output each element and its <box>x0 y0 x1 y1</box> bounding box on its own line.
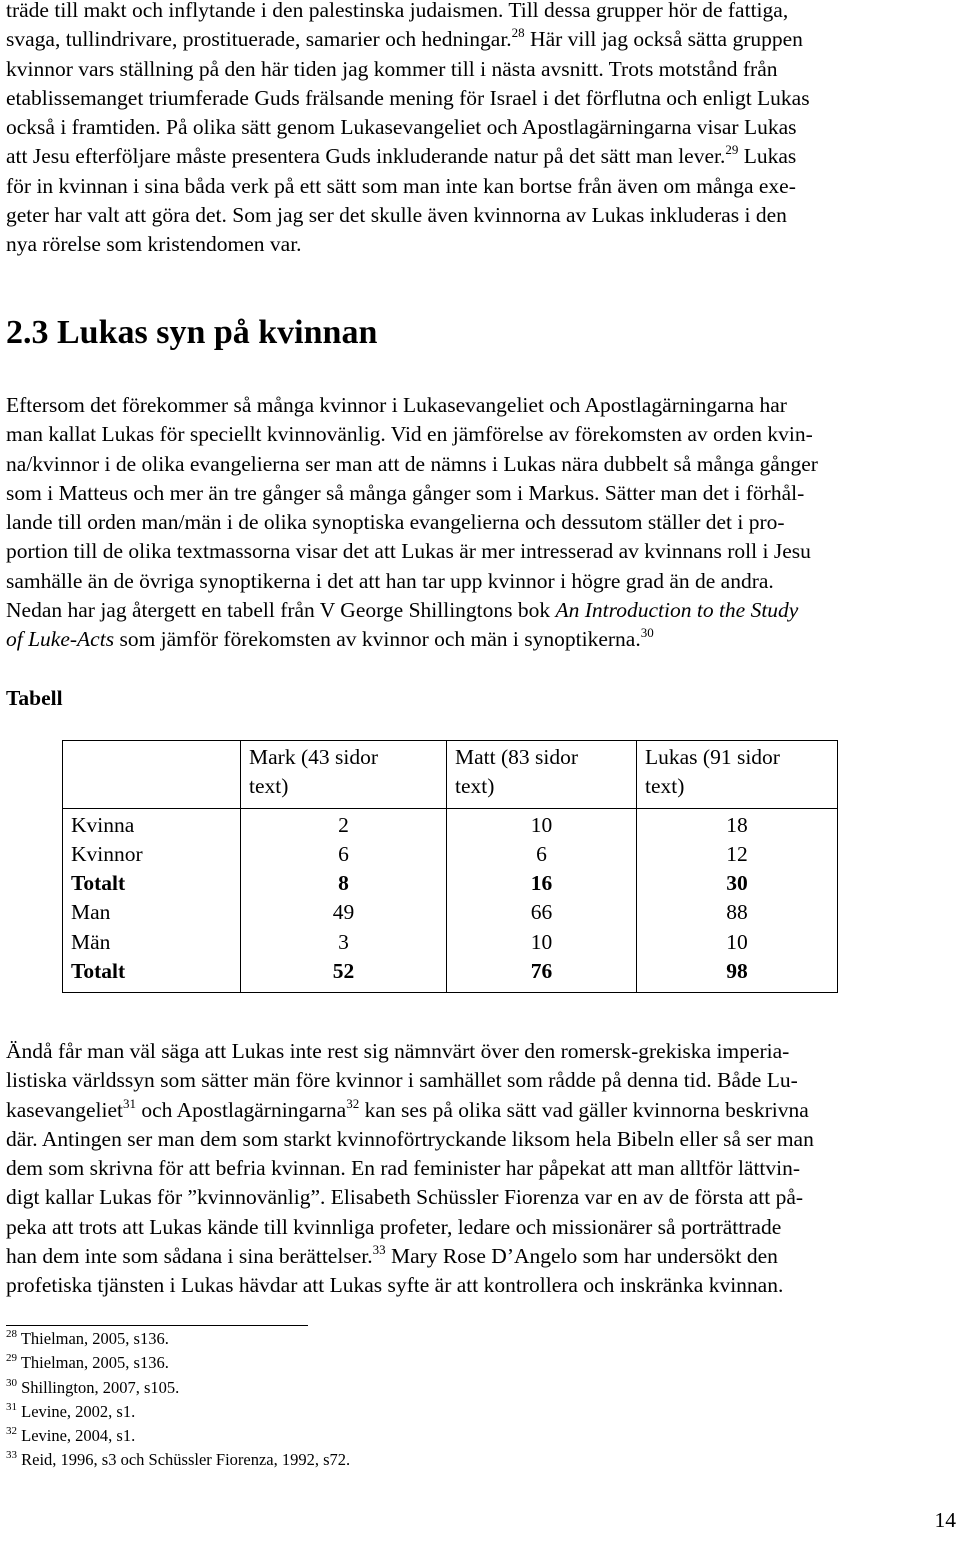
book-title-continued: of Luke-Acts <box>6 627 115 652</box>
footnote-text: Shillington, 2007, s105. <box>17 1377 180 1397</box>
footnote-ref-31[interactable]: 31 <box>123 1095 137 1111</box>
footnote-item <box>6 1351 350 1375</box>
text-line: Eftersom det förekommer så många kvinnor i Lukasevangeliet och Apostlagärningarna har <box>6 393 787 417</box>
header-text: text) <box>645 774 685 799</box>
table-cell-total: 16 <box>530 871 553 896</box>
text-segment: att Jesu efterföljare måste presentera Guds inkluderande natur på det sätt man lever. <box>6 144 726 169</box>
header-text: text) <box>249 774 289 799</box>
text-line: också i framtiden. På olika sätt genom Lukasevangeliet och Apostlagärningarna visar Lukas <box>6 115 797 140</box>
footnote-text: Levine, 2004, s1. <box>17 1426 136 1446</box>
text-line <box>6 1242 814 1271</box>
text-line: geter har valt att göra det. Som jag ser det skulle även kvinnorna av Lukas inkluderas i den <box>6 203 787 228</box>
footnote-divider <box>6 1325 308 1326</box>
footnote-ref-29[interactable]: 29 <box>725 142 739 158</box>
table-cell: 66 <box>530 900 553 925</box>
header-text: text) <box>455 774 495 799</box>
row-labels-column <box>63 808 241 993</box>
text-line: nya rörelse som kristendomen var. <box>6 232 302 257</box>
footnote-ref-33[interactable]: 33 <box>372 1242 386 1258</box>
footnote-text: Levine, 2002, s1. <box>17 1401 136 1421</box>
footnote-item <box>6 1448 350 1472</box>
text-segment: han dem inte som sådana i sina berättelser. <box>6 1244 373 1269</box>
text-line <box>6 596 818 625</box>
table-cell: 6 <box>536 841 547 866</box>
text-line: etablissemanget triumferade Guds frälsande mening för Israel i det förflutna och enligt Lukas <box>6 85 810 110</box>
text-segment: svaga, tullindrivare, prostituerade, samarier och hedningar. <box>6 27 512 52</box>
table-cell: 88 <box>726 900 748 925</box>
table-cell: 18 <box>726 812 748 837</box>
row-label-total: Totalt <box>71 871 126 896</box>
lukas-values-column <box>637 808 838 993</box>
text-segment: Här vill jag också sätta gruppen <box>524 27 803 52</box>
text-line: där. Antingen ser man dem som starkt kvinnoförtryckande liksom hela Bibeln eller så ser man <box>6 1126 814 1151</box>
text-line: man kallat Lukas för speciellt kvinnovänlig. Vid en jämförelse av förekomsten av orden kvin- <box>6 422 813 447</box>
table-cell-total: 8 <box>338 871 349 896</box>
paragraph-intro <box>6 0 810 260</box>
table-caption: Tabell <box>6 686 63 710</box>
footnote-item <box>6 1400 350 1424</box>
table-header-matt <box>447 741 637 809</box>
footnote-ref-28[interactable]: 28 <box>511 25 525 41</box>
text-segment: Nedan har jag återgett en tabell från V George Shillingtons bok <box>6 598 556 623</box>
footnote-ref-30[interactable]: 30 <box>640 625 654 641</box>
text-line: na/kvinnor i de olika evangelierna ser man att de nämns i Lukas nära dubbelt så många gånger <box>6 451 818 476</box>
matt-values-column <box>447 808 637 993</box>
text-segment: Mary Rose D’Angelo som har undersökt den <box>385 1244 778 1269</box>
footnote-text: Thielman, 2005, s136. <box>17 1329 169 1348</box>
table-cell: 10 <box>726 929 748 954</box>
paragraph-section <box>6 391 818 655</box>
footnote-number: 33 <box>6 1449 17 1462</box>
text-line: profetiska tjänsten i Lukas hävdar att Lukas syfte är att kontrollera och inskränka kvinnan. <box>6 1273 784 1298</box>
footnote-number: 29 <box>6 1352 17 1365</box>
text-line: kvinnor vars ställning på den här tiden jag kommer till i nästa avsnitt. Trots motstånd från <box>6 56 778 81</box>
footnote-item <box>6 1327 350 1351</box>
table-header-empty <box>63 741 241 809</box>
table-cell-total: 98 <box>726 959 748 984</box>
text-line: för in kvinnan i sina båda verk på ett sätt som man inte kan bortse från även om många exe- <box>6 173 796 198</box>
footnote-number: 31 <box>6 1400 17 1413</box>
text-line: portion till de olika textmassorna visar det att Lukas är mer intresserad av kvinnans roll i Jesu <box>6 539 811 564</box>
row-label-total: Totalt <box>71 959 126 984</box>
text-segment: kan ses på olika sätt vad gäller kvinnorna beskrivna <box>359 1097 809 1122</box>
footnote-item <box>6 1376 350 1400</box>
mark-values-column <box>241 808 447 993</box>
text-line <box>6 142 810 171</box>
table-body-row <box>63 808 838 993</box>
footnote-number: 30 <box>6 1376 17 1389</box>
page-number: 14 <box>934 1508 956 1532</box>
header-text: Lukas (91 sidor <box>645 745 780 769</box>
paragraph-discussion <box>6 1037 814 1301</box>
book-title: An Introduction to the Study <box>555 598 799 623</box>
text-segment: kasevangeliet <box>6 1097 124 1122</box>
table-cell: 3 <box>338 929 349 954</box>
row-label: Män <box>71 929 111 954</box>
table-cell-total: 52 <box>332 959 355 984</box>
table-cell-total: 76 <box>530 959 553 984</box>
text-line: Ändå får man väl säga att Lukas inte rest sig nämnvärt över den romersk-grekiska imperia- <box>6 1039 790 1063</box>
text-line: peka att trots att Lukas kände till kvinnliga profeter, ledare och missionärer så porträttrade <box>6 1214 782 1239</box>
row-label: Kvinnor <box>71 841 143 866</box>
text-line: listiska världssyn som sätter män före kvinnor i samhället som rådde på denna tid. Både Lu- <box>6 1068 798 1093</box>
table-cell: 10 <box>530 812 553 837</box>
footnote-number: 28 <box>6 1328 17 1340</box>
footnotes-list <box>6 1327 350 1473</box>
text-segment: som jämför förekomsten av kvinnor och män i synoptikerna. <box>114 627 641 652</box>
footnote-text: Thielman, 2005, s136. <box>17 1353 169 1373</box>
footnote-ref-32[interactable]: 32 <box>346 1095 360 1111</box>
text-segment: Lukas <box>738 144 797 169</box>
header-text: Mark (43 sidor <box>249 745 378 769</box>
text-line: digt kallar Lukas för ”kvinnovänlig”. Elisabeth Schüssler Fiorenza var en av de första att på- <box>6 1185 804 1210</box>
text-line <box>6 25 810 54</box>
row-label: Kvinna <box>71 812 135 837</box>
header-text: Matt (83 sidor <box>455 745 579 769</box>
footnote-item <box>6 1424 350 1448</box>
text-line: som i Matteus och mer än tre gånger så många gånger som i Markus. Sätter man det i förhål- <box>6 480 805 505</box>
footnote-text: Reid, 1996, s3 och Schüssler Fiorenza, 1992, s72. <box>17 1450 351 1470</box>
row-label: Man <box>71 900 111 925</box>
table-cell: 10 <box>530 929 553 954</box>
table-header-row <box>63 741 838 809</box>
table-cell: 6 <box>338 841 349 866</box>
table-cell: 2 <box>338 812 349 837</box>
text-line: lande till orden man/män i de olika synoptiska evangelierna och dessutom ställer det i pro- <box>6 510 785 535</box>
table-header-lukas <box>637 741 838 809</box>
table-cell-total: 30 <box>726 871 748 896</box>
comparison-table <box>62 740 838 993</box>
text-line: träde till makt och inflytande i den palestinska judaismen. Till dessa grupper hör de fattiga, <box>6 0 789 22</box>
text-line <box>6 625 818 654</box>
table-header-mark <box>241 741 447 809</box>
table-cell: 12 <box>726 841 748 866</box>
table-cell: 49 <box>332 900 355 925</box>
text-line: samhälle än de övriga synoptikerna i det att han tar upp kvinnor i högre grad än de andra. <box>6 568 774 593</box>
text-segment: och Apostlagärningarna <box>136 1097 347 1122</box>
footnote-number: 32 <box>6 1425 17 1438</box>
section-heading: 2.3 Lukas syn på kvinnan <box>6 314 378 351</box>
text-line <box>6 1096 814 1125</box>
text-line: dem som skrivna för att befria kvinnan. En rad feminister har påpekat att man alltför lättvin- <box>6 1156 801 1181</box>
